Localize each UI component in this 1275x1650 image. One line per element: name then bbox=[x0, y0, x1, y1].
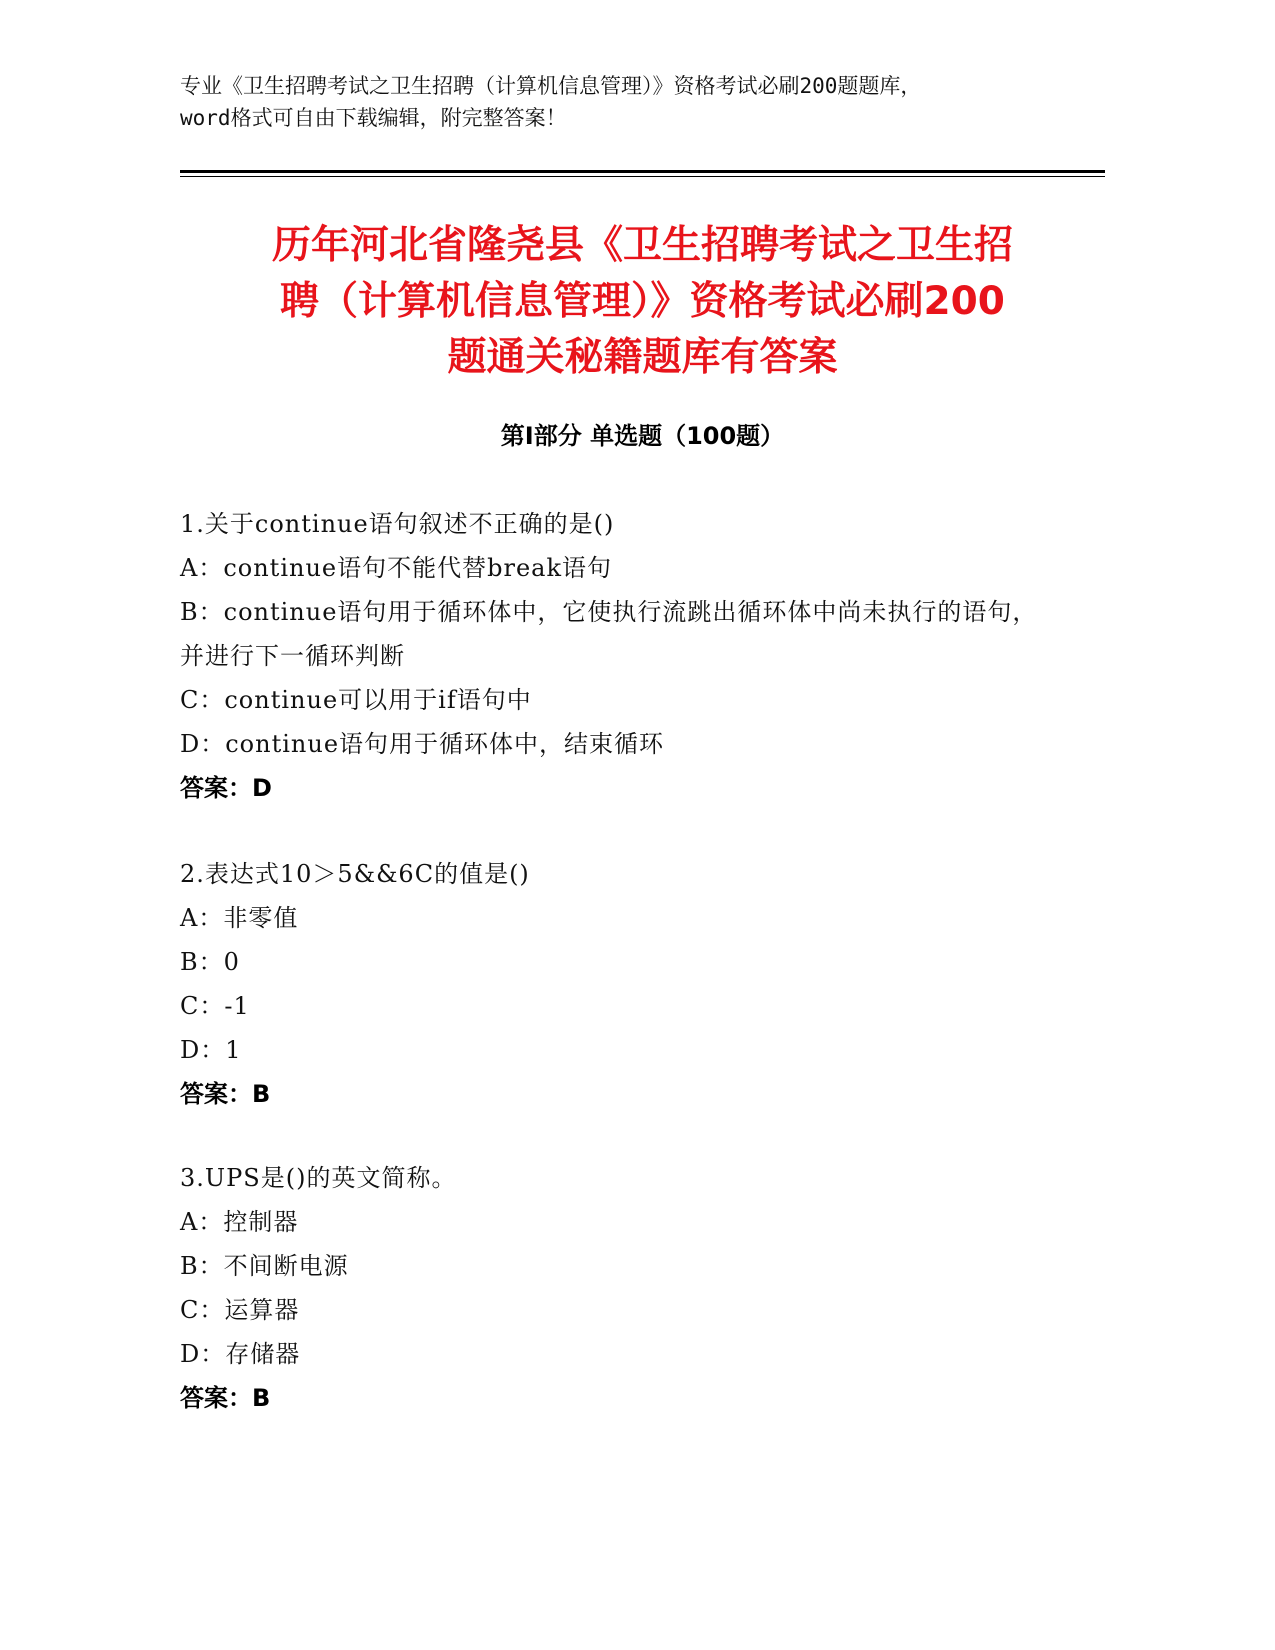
option-c: C：-1 bbox=[180, 992, 250, 1020]
option-b: B：不间断电源 bbox=[180, 1252, 349, 1280]
document-title-line-3: 题通关秘籍题库有答案 bbox=[447, 335, 838, 380]
option-d: D：continue语句用于循环体中，结束循环 bbox=[180, 730, 665, 758]
header-note-line-1: 专业《卫生招聘考试之卫生招聘（计算机信息管理）》资格考试必刷200题题库， bbox=[180, 74, 922, 98]
header-divider-thick bbox=[180, 170, 1105, 173]
option-b: B：0 bbox=[180, 948, 240, 976]
header-divider-thin bbox=[180, 176, 1105, 177]
option-a: A：非零值 bbox=[180, 904, 299, 932]
question-2 bbox=[180, 852, 1105, 1116]
section-heading: 第I部分 单选题（100题） bbox=[500, 422, 785, 450]
option-c: C：运算器 bbox=[180, 1296, 300, 1324]
question-stem: 2.表达式10＞5&&6C的值是() bbox=[180, 860, 530, 888]
document-title-line-1: 历年河北省隆尧县《卫生招聘考试之卫生招 bbox=[271, 223, 1013, 268]
option-a: A：控制器 bbox=[180, 1208, 299, 1236]
option-d: D：存储器 bbox=[180, 1340, 301, 1368]
option-d: D：1 bbox=[180, 1036, 242, 1064]
option-b: B：continue语句用于循环体中，它使执行流跳出循环体中尚未执行的语句，并进行下一循环判断 bbox=[180, 598, 1038, 670]
answer-label: 答案：B bbox=[180, 1384, 271, 1412]
header-note bbox=[180, 70, 1105, 134]
header-note-line-2: word格式可自由下载编辑，附完整答案！ bbox=[180, 106, 567, 130]
option-c: C：continue可以用于if语句中 bbox=[180, 686, 532, 714]
question-stem: 1.关于continue语句叙述不正确的是() bbox=[180, 510, 615, 538]
document-title bbox=[180, 218, 1105, 386]
question-3 bbox=[180, 1156, 1105, 1420]
answer-label: 答案：D bbox=[180, 774, 272, 802]
option-a: A：continue语句不能代替break语句 bbox=[180, 554, 613, 582]
question-stem: 3.UPS是()的英文简称。 bbox=[180, 1164, 457, 1192]
question-1 bbox=[180, 502, 1105, 810]
answer-label: 答案：B bbox=[180, 1080, 271, 1108]
document-title-line-2: 聘（计算机信息管理）》资格考试必刷200 bbox=[280, 279, 1005, 324]
